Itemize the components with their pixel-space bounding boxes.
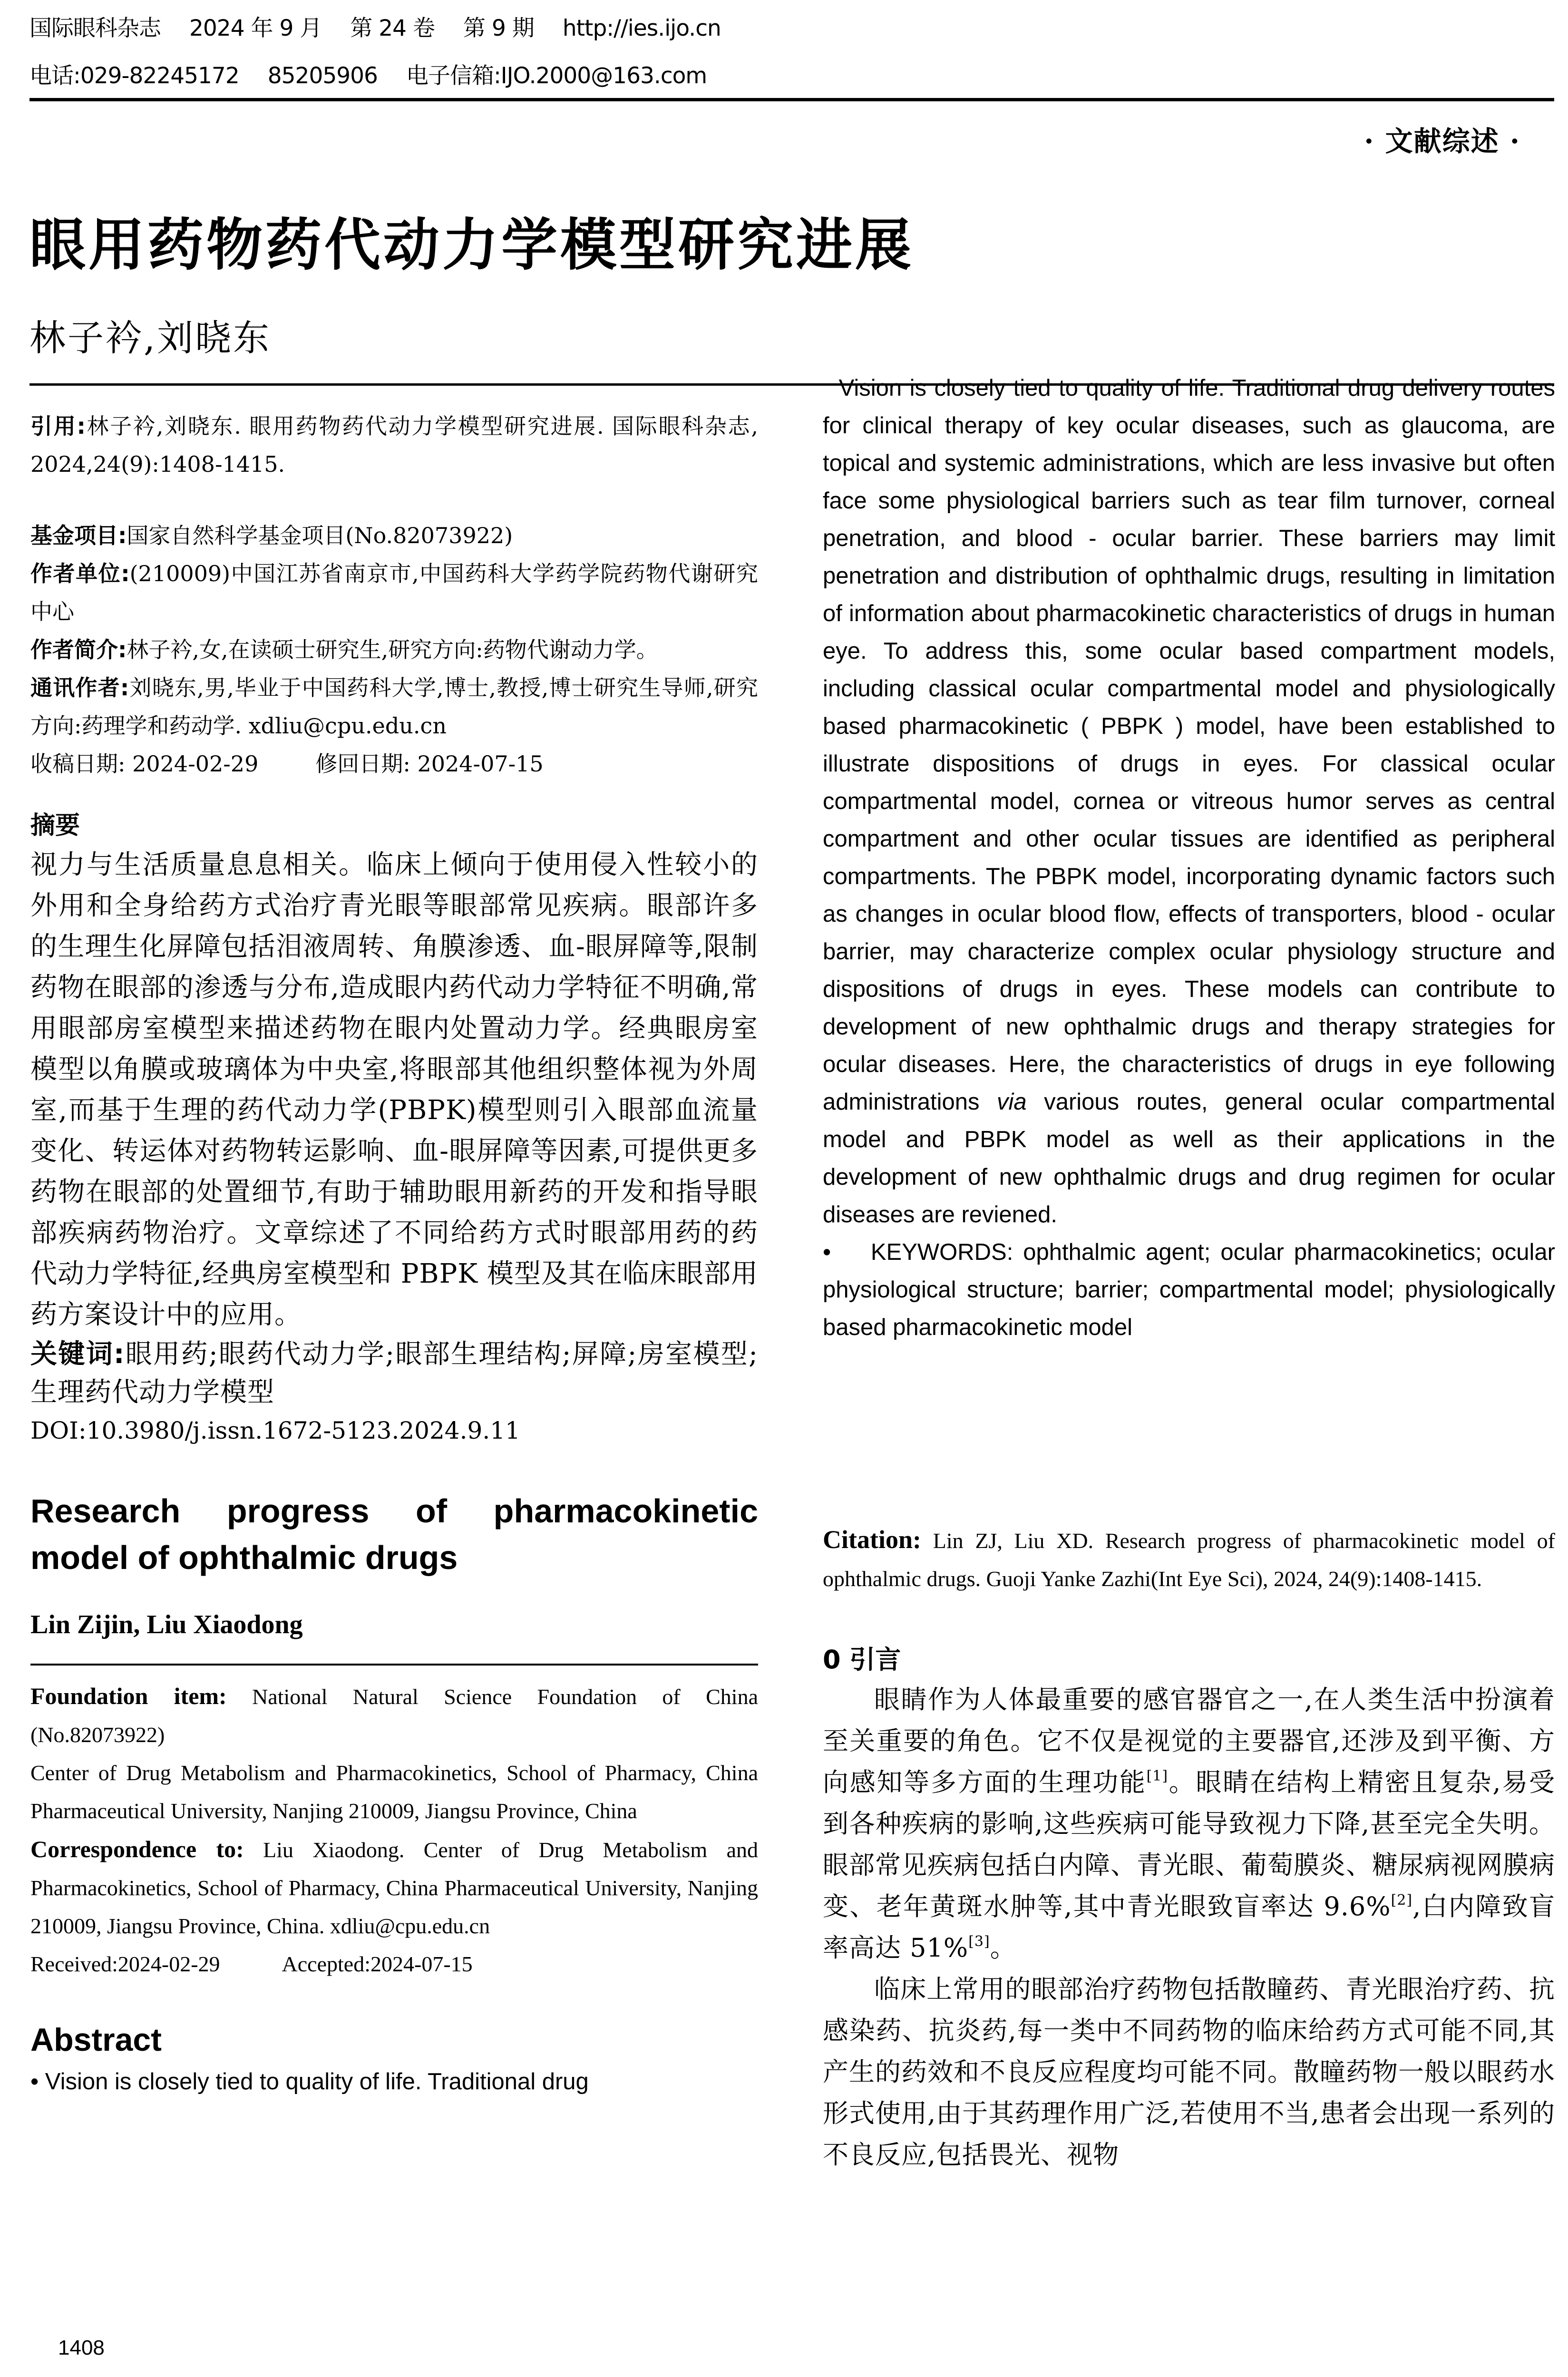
- en-keywords-text: ophthalmic agent; ocular pharmacokinetics; ocular physiological structure; barrier; compartmental model; physiologically based pharmacokinetic model: [823, 1239, 1555, 1340]
- revised-date: 2024-07-15: [417, 751, 544, 777]
- bullet-icon: •: [30, 2069, 39, 2094]
- intro-paragraph-1: [823, 1679, 1555, 1968]
- en-corr-label: Correspondence to:: [30, 1836, 244, 1862]
- reference-1[interactable]: [1]: [1146, 1768, 1169, 1784]
- reference-2[interactable]: [2]: [1391, 1892, 1413, 1909]
- en-abstract-body: [823, 370, 1555, 1234]
- reference-3[interactable]: [3]: [968, 1933, 990, 1950]
- en-authors: Lin Zijin, Liu Xiaodong: [30, 1610, 303, 1639]
- cn-affil-text: (210009)中国江苏省南京市,中国药科大学药学院药物代谢研究中心: [30, 561, 758, 624]
- en-accepted: Accepted:2024-07-15: [282, 1952, 473, 1976]
- intro-p1-b: 。眼睛在结构上精密且复杂,易受到各种疾病的影响,这些疾病可能导致视力下降,甚至完全失明。眼部常见疾病包括白内障、青光眼、葡萄膜炎、糖尿病视网膜病变、老年黄斑水肿等,其中青光眼致盲率达 9.6%: [823, 1767, 1555, 1921]
- received-label: 收稿日期:: [30, 751, 126, 777]
- en-title-line2: model of ophthalmic drugs: [30, 1539, 458, 1576]
- issue-number: 第 9 期: [463, 15, 534, 41]
- cn-affiliation: [30, 555, 758, 631]
- en-abstract-continuation: [823, 370, 1555, 1449]
- cn-corr-label: 通讯作者:: [30, 675, 129, 701]
- article-title: 眼用药物药代动力学模型研究进展: [29, 212, 915, 278]
- en-received: Received:2024-02-29: [30, 1952, 220, 1976]
- en-abstract-text-1: Vision is closely tied to quality of life. Traditional drug delivery routes for clinical therapy of key ocular diseases, such as glaucoma, are topical and systemic administrations, which are less invasive but often face some physiological barriers such as tear film turnover, corneal penetration, and blood - ocular barrier. These barriers may limit penetration and distribution of ophthalmic drugs, resulting in limitation of information about pharmacokinetic characteristics of drugs in human eye. To address this, some ocular based compartment models, including classical ocular compartmental model and physiologically based pharmacokinetic ( PBPK ) model, have been established to illustrate dispositions of drugs in eyes. For classical ocular compartmental model, cornea or vitreous humor serves as central compartment and other ocular tissues are identified as peripheral compartments. The PBPK model, incorporating dynamic factors such as changes in ocular blood flow, effects of transporters, blood - ocular barrier, may characterize complex ocular physiology structure and dispositions of drugs in eyes. These models can contribute to development of new ophthalmic drugs and therapy strategies for ocular diseases. Here, the characteristics of drugs in eye following administrations: [823, 375, 1555, 1115]
- cn-keywords-text: 眼用药;眼药代动力学;眼部生理结构;屏障;房室模型;生理药代动力学模型: [30, 1339, 758, 1408]
- en-affiliation: Center of Drug Metabolism and Pharmacokinetics, School of Pharmacy, China Pharmaceutical University, Nanjing 210009, Jiangsu Province, China: [30, 1761, 758, 1823]
- cn-citation: [30, 407, 758, 483]
- intro-p1-d: 。: [990, 1933, 1016, 1963]
- cn-citation-label: 引用:: [30, 413, 86, 439]
- doi[interactable]: DOI:10.3980/j.issn.1672-5123.2024.9.11: [30, 1417, 520, 1444]
- intro-p1-c: ,白内障致盲率高达 51%: [823, 1891, 1555, 1963]
- cn-fund-label: 基金项目:: [30, 523, 127, 548]
- cn-dates: [30, 745, 758, 783]
- left-column: [30, 407, 758, 2101]
- en-fund-label: Foundation item:: [30, 1683, 227, 1709]
- en-keywords-label: KEYWORDS:: [870, 1239, 1013, 1265]
- cn-bio-text: 林子衿,女,在读硕士研究生,研究方向:药物代谢动力学。: [127, 637, 658, 662]
- en-citation-text: Lin ZJ, Liu XD. Research progress of pharmacokinetic model of ophthalmic drugs. Guoji Yanke Zazhi(Int Eye Sci), 2024, 24(9):1408-1415.: [823, 1529, 1556, 1591]
- received-date: 2024-02-29: [132, 751, 259, 777]
- en-fund-text: National Natural Science Foundation of China (No.82073922): [30, 1685, 758, 1747]
- cn-abstract-heading: 摘要: [30, 811, 80, 840]
- issue-date: 2024 年 9 月: [189, 15, 322, 41]
- cn-keywords: [30, 1335, 758, 1412]
- en-abstract-text-2: various routes, general ocular compartmental model and PBPK model as well as their applications in the development of new ophthalmic drugs and drug regimen for ocular diseases are reviened.: [823, 1089, 1555, 1227]
- cn-fund-text: 国家自然科学基金项目(No.82073922): [127, 523, 513, 548]
- header-rule: [29, 98, 1554, 101]
- running-header-line2: [29, 62, 735, 90]
- en-abstract-italic: via: [997, 1089, 1027, 1115]
- en-correspondence: [30, 1830, 758, 1945]
- intro-p1-a: 眼睛作为人体最重要的感官器官之一,在人类生活中扮演着至关重要的角色。它不仅是视觉的主要器官,还涉及到平衡、方向感知等多方面的生理功能: [823, 1685, 1555, 1797]
- en-dates: [30, 1945, 758, 1983]
- intro-heading: 0 引言: [823, 1645, 901, 1675]
- section-tag: · 文献综述 ·: [1364, 125, 1520, 157]
- cn-abstract-text: 视力与生活质量息息相关。临床上倾向于使用侵入性较小的外用和全身给药方式治疗青光眼等眼部常见疾病。眼部许多的生理生化屏障包括泪液周转、角膜渗透、血-眼屏障等,限制药物在眼部的渗透与分布,造成眼内药代动力学特征不明确,常用眼部房室模型来描述药物在眼内处置动力学。经典眼房室模型以角膜或玻璃体为中央室,将眼部其他组织整体视为外周室,而基于生理的药代动力学(PBPK)模型则引入眼部血流量变化、转运体对药物转运影响、血-眼屏障等因素,可提供更多药物在眼部的处置细节,有助于辅助眼用新药的开发和指导眼部疾病药物治疗。文章综述了不同给药方式时眼部用药的药代动力学特征,经典房室模型和 PBPK 模型及其在临床眼部用药方案设计中的应用。: [30, 849, 758, 1330]
- en-fund: [30, 1677, 758, 1754]
- en-abstract-first-line: [30, 2063, 758, 2101]
- en-citation-label: Citation:: [823, 1525, 921, 1554]
- cn-affil-label: 作者单位:: [30, 561, 130, 586]
- article-authors: 林子衿,刘晓东: [29, 317, 272, 359]
- bullet-icon: •: [823, 1239, 831, 1265]
- en-corr-text: Liu Xiaodong. Center of Drug Metabolism and Pharmacokinetics, School of Pharmacy, China Pharmaceutical University, Nanjing 210009, Jiangsu Province, China. xdliu@cpu.edu.cn: [30, 1838, 758, 1938]
- journal-email[interactable]: 电子信箱:IJO.2000@163.com: [406, 63, 707, 89]
- cn-corr-text: 刘晓东,男,毕业于中国药科大学,博士,教授,博士研究生导师,研究方向:药理学和药动学. xdliu@cpu.edu.cn: [30, 675, 758, 739]
- page-number: 1408: [58, 2336, 105, 2359]
- cn-citation-text: 林子衿,刘晓东. 眼用药物药代动力学模型研究进展. 国际眼科杂志, 2024,24(9):1408-1415.: [30, 413, 758, 477]
- en-abstract-heading: Abstract: [30, 2022, 162, 2058]
- en-citation: [823, 1520, 1555, 1598]
- volume: 第 24 卷: [350, 15, 435, 41]
- intro-paragraph-2: 临床上常用的眼部治疗药物包括散瞳药、青光眼治疗药、抗感染药、抗炎药,每一类中不同药物的临床给药方式可能不同,其产生的药效和不良反应程度均可能不同。散瞳药物一般以眼药水形式使用,由于其药理作用广泛,若使用不当,患者会出现一系列的不良反应,包括畏光、视物: [823, 1974, 1555, 2170]
- journal-url[interactable]: http://ies.ijo.cn: [562, 15, 721, 41]
- phone: 电话:029-82245172: [29, 63, 239, 89]
- cn-keywords-label: 关键词:: [30, 1339, 125, 1370]
- en-keywords: [823, 1234, 1555, 1346]
- cn-bio: [30, 631, 758, 669]
- running-header-line1: [29, 14, 750, 43]
- revised-label: 修回日期:: [315, 751, 410, 777]
- phone-2: 85205906: [267, 63, 378, 89]
- en-title-line1: Research progress of pharmacokinetic: [30, 1492, 758, 1529]
- journal-name: 国际眼科杂志: [29, 15, 161, 41]
- cn-bio-label: 作者简介:: [30, 637, 127, 662]
- right-column: [823, 375, 1556, 2175]
- cn-correspondence: [30, 669, 758, 745]
- cn-fund: [30, 516, 758, 555]
- en-abstract-text-start: Vision is closely tied to quality of life. Traditional drug: [45, 2069, 589, 2094]
